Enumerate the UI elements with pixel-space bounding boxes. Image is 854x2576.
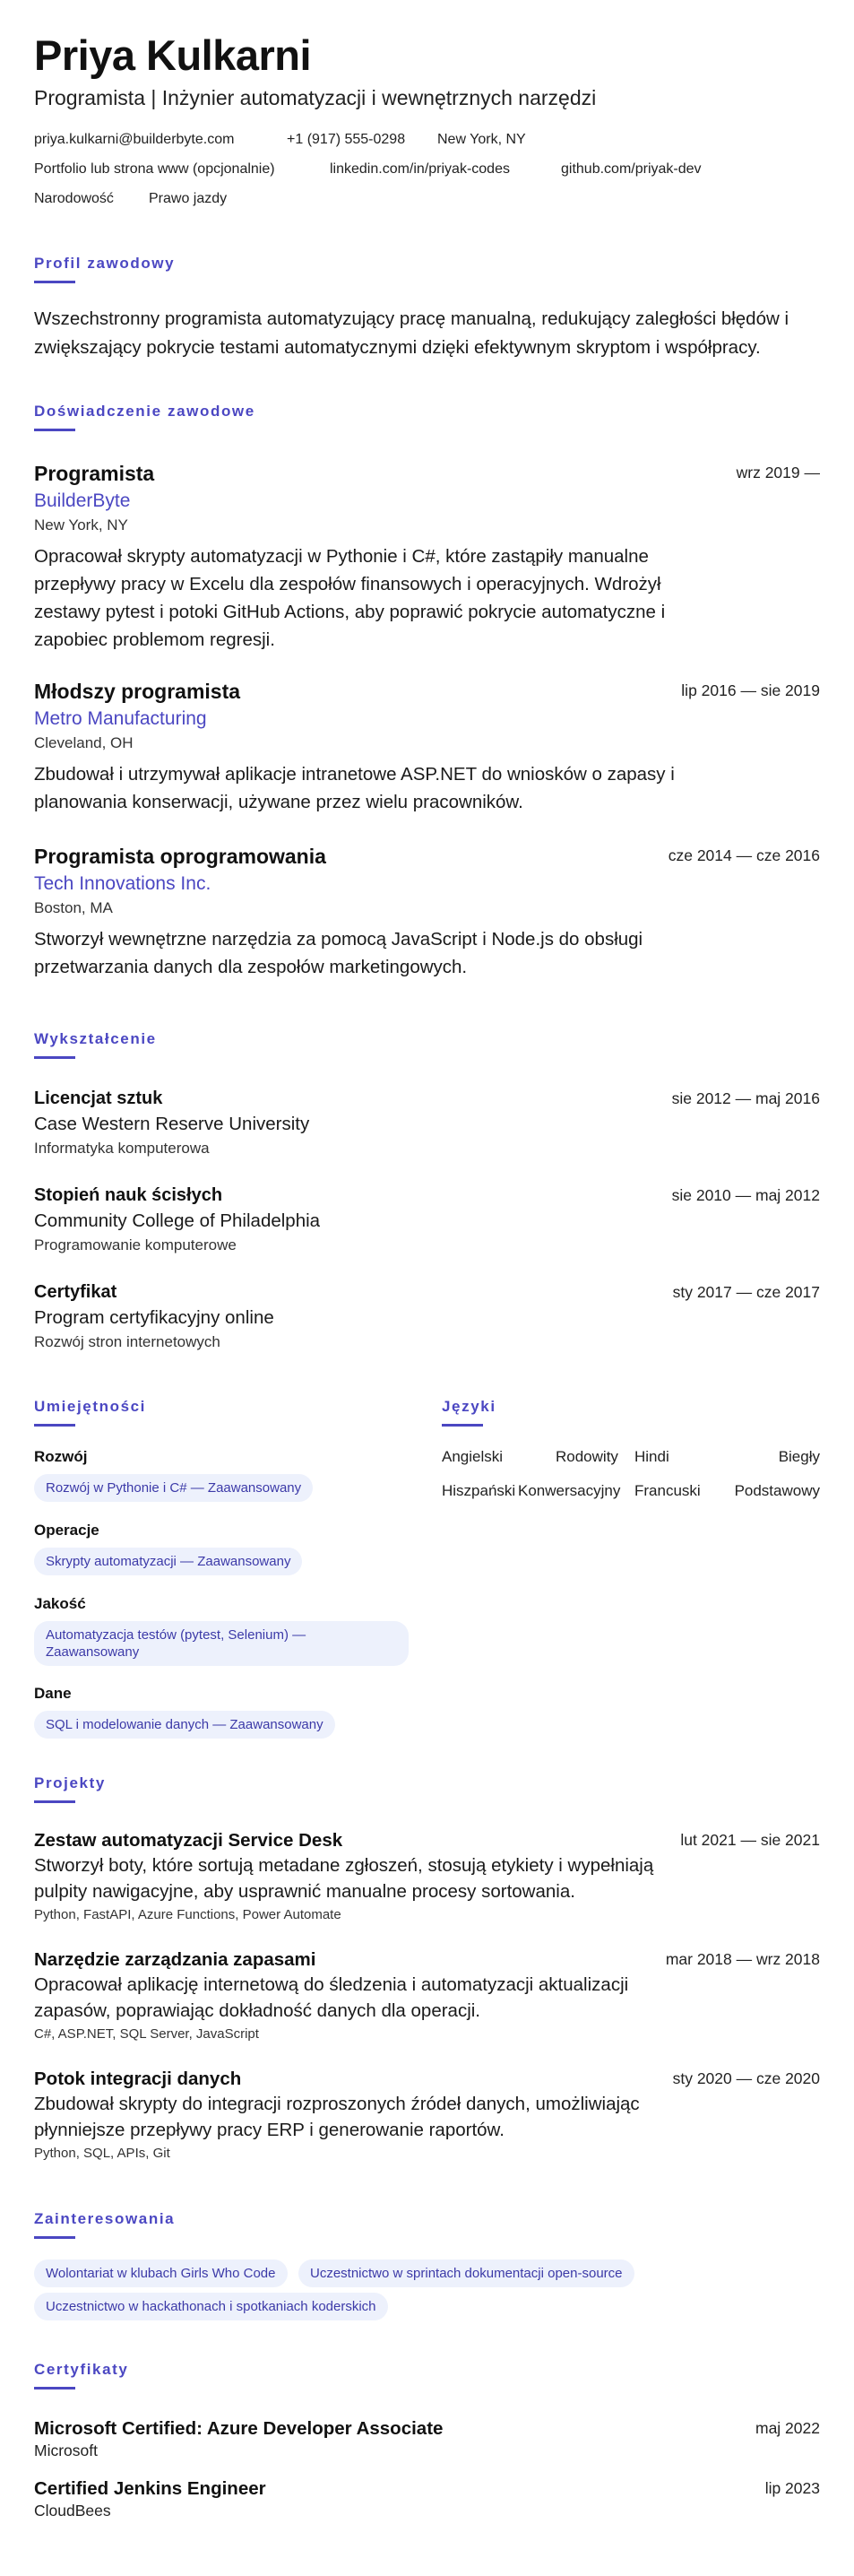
job-title: Programista oprogramowania <box>34 845 326 868</box>
school: Community College of Philadelphia <box>34 1210 321 1231</box>
experience-heading: Doświadczenie zawodowe <box>34 403 255 420</box>
section-divider <box>34 1800 75 1803</box>
summary-text: Wszechstronny programista automatyzujący pracę manualną, redukujący zaległości błędów i zwiększający pokrycie testami automatycznymi dzięki efektywnym skryptom i współpracy. <box>34 308 789 358</box>
job-company: Metro Manufacturing <box>34 708 207 729</box>
job-title: Młodszy programista <box>34 680 241 703</box>
skill-pill: Automatyzacja testów (pytest, Selenium) — Zaawansowany <box>34 1621 409 1666</box>
section-divider <box>34 281 75 283</box>
education-entry <box>34 1280 274 1352</box>
job-description: Stworzył wewnętrzne narzędzia za pomocą JavaScript i Node.js do obsługi przetwarzania danych dla zespołów marketingowych. <box>34 929 643 977</box>
school: Program certyfikacyjny online <box>34 1307 274 1328</box>
language-name: Angielski <box>442 1448 504 1465</box>
project-entry <box>34 1828 679 1924</box>
certification-issuer: Microsoft <box>34 2442 98 2459</box>
project-name: Potok integracji danych <box>34 2069 242 2089</box>
project-description: Stworzył boty, które sortują metadane zgłoszeń, stosują etykiety i wypełniają pulpity nawigacyjne, aby usprawnić manualne procesy sortowania. <box>34 1855 654 1902</box>
experience-entry <box>34 843 679 981</box>
field-of-study: Rozwój stron internetowych <box>34 1333 220 1350</box>
language-level: Podstawowy <box>734 1482 820 1499</box>
degree: Stopień nauk ścisłych <box>34 1185 223 1205</box>
education-entry <box>34 1184 320 1255</box>
project-entry <box>34 1947 679 2043</box>
language-name: Francuski <box>634 1482 701 1499</box>
contact-website[interactable]: Portfolio lub strona www (opcjonalnie) <box>34 161 275 177</box>
education-heading: Wykształcenie <box>34 1030 157 1047</box>
certification-issuer: CloudBees <box>34 2502 111 2520</box>
certification-date: maj 2022 <box>755 2419 820 2437</box>
job-dates: cze 2014 — cze 2016 <box>668 846 820 864</box>
language-level: Biegły <box>778 1448 820 1465</box>
section-divider <box>34 1424 75 1427</box>
headline: Programista | Inżynier automatyzacji i wewnętrznych narzędzi <box>34 86 597 109</box>
certification-entry <box>34 2416 443 2460</box>
education-entry <box>34 1087 309 1158</box>
projects-heading: Projekty <box>34 1774 106 1791</box>
candidate-name: Priya Kulkarni <box>34 31 312 79</box>
skill-category: Dane <box>34 1685 72 1702</box>
job-dates: lip 2016 — sie 2019 <box>681 681 820 699</box>
project-entry <box>34 2067 679 2163</box>
skill-pill: Skrypty automatyzacji — Zaawansowany <box>34 1548 302 1575</box>
education-dates: sie 2010 — maj 2012 <box>671 1186 820 1204</box>
school: Case Western Reserve University <box>34 1114 310 1134</box>
degree: Licencjat sztuk <box>34 1089 163 1108</box>
education-dates: sty 2017 — cze 2017 <box>672 1283 820 1301</box>
project-description: Opracował aplikację internetową do śledzenia i automatyzacji aktualizacji zapasów, poprawiając dokładność danych dla operacji. <box>34 1974 629 2021</box>
project-dates: lut 2021 — sie 2021 <box>680 1831 820 1849</box>
skill-category: Operacje <box>34 1522 99 1539</box>
project-dates: sty 2020 — cze 2020 <box>672 2069 820 2087</box>
certification-name: Certified Jenkins Engineer <box>34 2478 266 2499</box>
contact-github[interactable]: github.com/priyak-dev <box>561 161 702 177</box>
project-tech: Python, SQL, APIs, Git <box>34 2146 170 2161</box>
interest-pill: Uczestnictwo w sprintach dokumentacji open-source <box>298 2259 634 2287</box>
experience-entry <box>34 460 679 654</box>
contact-phone[interactable]: +1 (917) 555-0298 <box>287 132 406 147</box>
certification-name: Microsoft Certified: Azure Developer Associate <box>34 2418 444 2439</box>
summary-heading: Profil zawodowy <box>34 255 176 272</box>
contact-location: New York, NY <box>437 132 526 147</box>
interest-pill: Wolontariat w klubach Girls Who Code <box>34 2259 288 2287</box>
contact-linkedin[interactable]: linkedin.com/in/priyak-codes <box>330 161 510 177</box>
project-dates: mar 2018 — wrz 2018 <box>665 1950 820 1968</box>
skills-heading: Umiejętności <box>34 1398 147 1415</box>
project-tech: Python, FastAPI, Azure Functions, Power Automate <box>34 1907 341 1922</box>
certifications-heading: Certyfikaty <box>34 2361 129 2378</box>
section-divider <box>442 1424 483 1427</box>
job-location: New York, NY <box>34 516 128 533</box>
section-divider <box>34 2236 75 2239</box>
job-location: Boston, MA <box>34 899 113 916</box>
certification-entry <box>34 2476 266 2520</box>
skill-pill: SQL i modelowanie danych — Zaawansowany <box>34 1711 335 1739</box>
project-name: Narzędzie zarządzania zapasami <box>34 1949 316 1970</box>
job-dates: wrz 2019 — <box>736 464 820 481</box>
project-tech: C#, ASP.NET, SQL Server, JavaScript <box>34 2026 259 2042</box>
experience-entry <box>34 678 679 816</box>
degree: Certyfikat <box>34 1282 117 1302</box>
skill-pill: Rozwój w Pythonie i C# — Zaawansowany <box>34 1474 313 1502</box>
interests-heading: Zainteresowania <box>34 2210 176 2227</box>
education-dates: sie 2012 — maj 2016 <box>671 1089 820 1107</box>
project-description: Zbudował skrypty do integracji rozproszonych źródeł danych, umożliwiając płynniejsze przepływy pracy ERP i generowanie raportów. <box>34 2094 640 2140</box>
section-divider <box>34 429 75 431</box>
job-title: Programista <box>34 462 155 485</box>
certification-date: lip 2023 <box>764 2479 820 2497</box>
language-level: Rodowity <box>556 1448 618 1465</box>
interest-pill: Uczestnictwo w hackathonach i spotkaniach koderskich <box>34 2293 388 2320</box>
contact-nationality: Narodowość <box>34 191 114 206</box>
language-name: Hindi <box>634 1448 669 1465</box>
section-divider <box>34 2387 75 2390</box>
contact-license: Prawo jazdy <box>149 191 228 206</box>
contact-email[interactable]: priya.kulkarni@builderbyte.com <box>34 132 235 147</box>
project-name: Zestaw automatyzacji Service Desk <box>34 1830 343 1851</box>
languages-heading: Języki <box>442 1398 496 1415</box>
language-name: Hiszpański <box>442 1482 516 1499</box>
skill-category: Jakość <box>34 1595 86 1612</box>
job-company: Tech Innovations Inc. <box>34 873 211 894</box>
skill-category: Rozwój <box>34 1448 88 1465</box>
field-of-study: Programowanie komputerowe <box>34 1236 237 1253</box>
language-level: Konwersacyjny <box>518 1482 621 1499</box>
section-divider <box>34 1056 75 1059</box>
job-location: Cleveland, OH <box>34 734 134 751</box>
field-of-study: Informatyka komputerowa <box>34 1140 210 1157</box>
job-description: Zbudował i utrzymywał aplikacje intranetowe ASP.NET do wniosków o zapasy i planowania konserwacji, używane przez wielu pracowników. <box>34 764 675 812</box>
job-description: Opracował skrypty automatyzacji w Pythonie i C#, które zastąpiły manualne przepływy pracy w Excelu dla zespołów finansowych i operacyjnych. Wdrożył zestawy pytest i potoki GitHub Actions, aby poprawić pokrycie automatyczne i zapobiec problemom regresji. <box>34 546 666 650</box>
job-company: BuilderByte <box>34 490 131 511</box>
